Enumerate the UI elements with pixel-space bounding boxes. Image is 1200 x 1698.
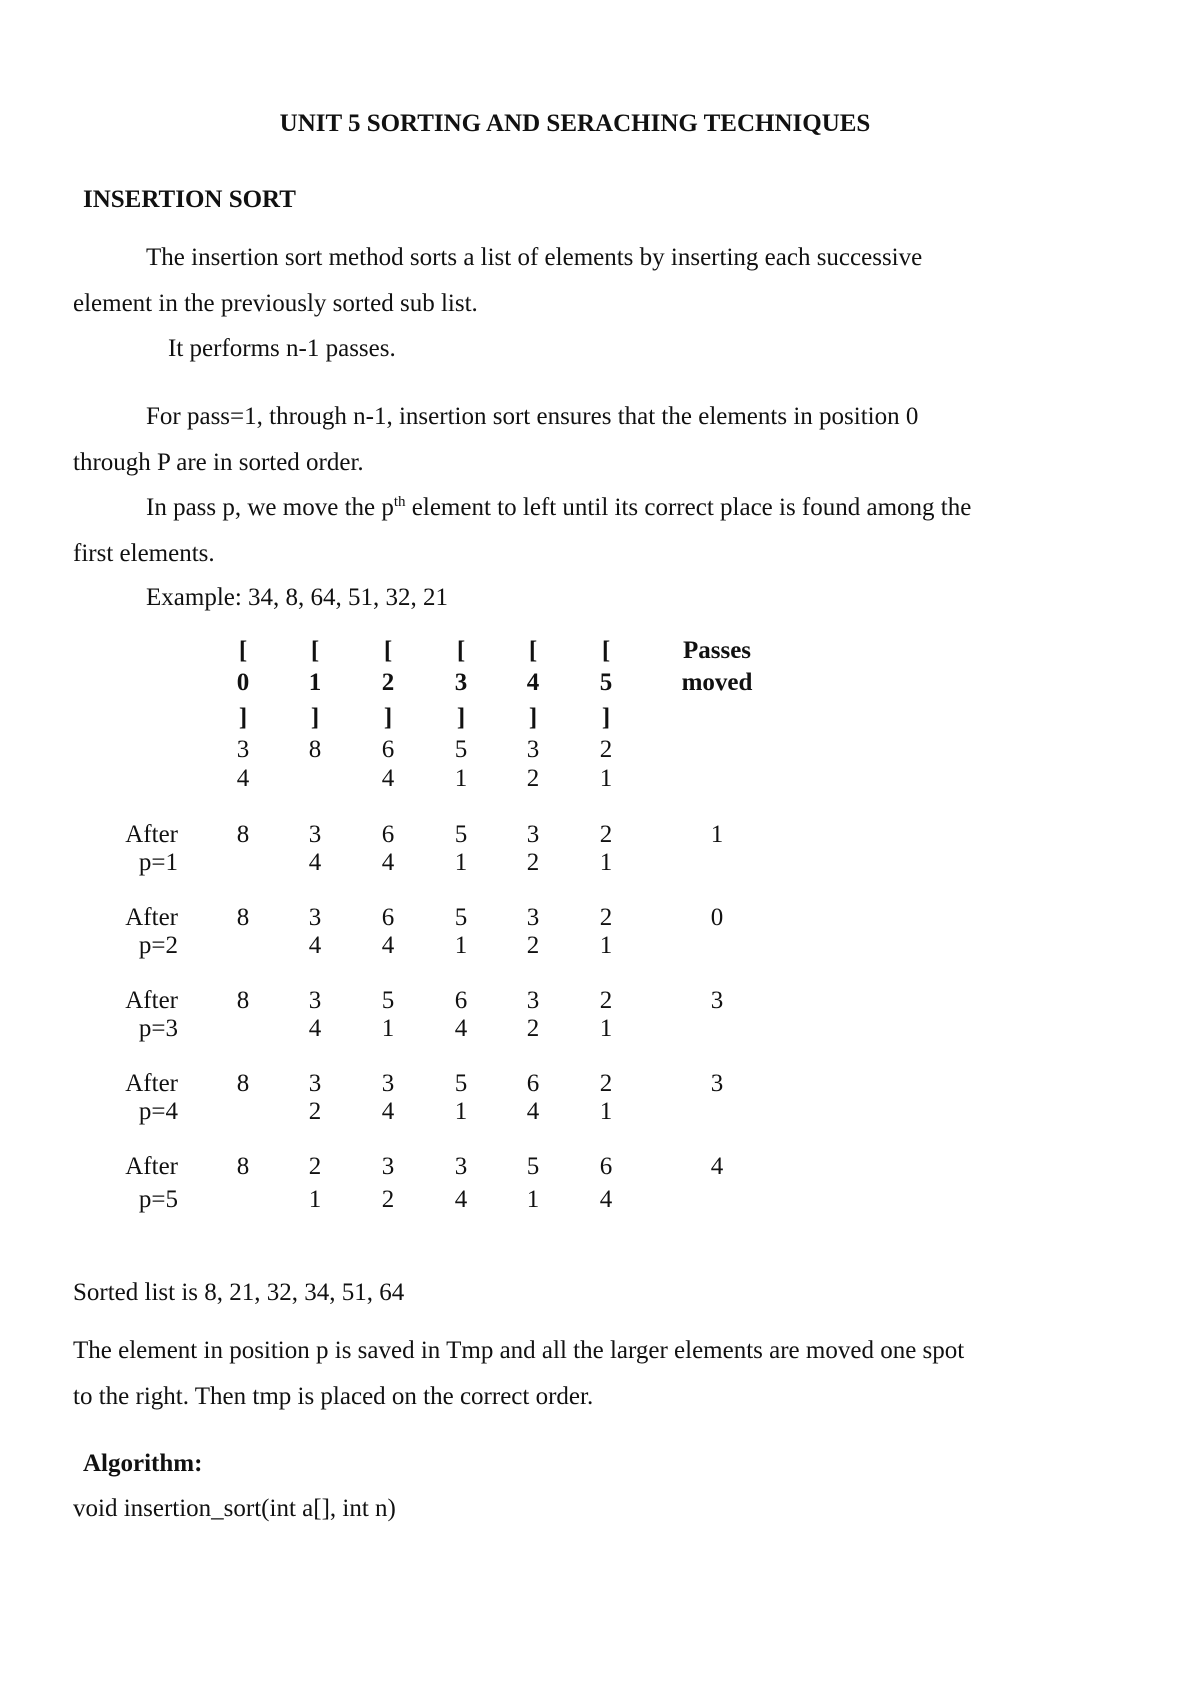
code-signature: void insertion_sort(int a[], int n) [73, 1495, 396, 1522]
index-header-cell: ] [383, 704, 393, 731]
table-cell: 1 [454, 932, 468, 959]
table-cell: 4 [308, 849, 322, 876]
row-label: p=3 [138, 1015, 178, 1042]
table-cell: 2 [599, 987, 613, 1014]
passes-note: It performs n-1 passes. [168, 335, 396, 362]
table-cell: 1 [599, 932, 613, 959]
index-header-cell: [ [383, 637, 393, 664]
index-header-cell: ] [456, 704, 466, 731]
algorithm-heading: Algorithm: [83, 1450, 203, 1477]
row-label: p=1 [138, 849, 178, 876]
table-cell: 6 [599, 1153, 613, 1180]
table-cell: 1 [381, 1015, 395, 1042]
table-cell: 3 [381, 1070, 395, 1097]
table-cell: 3 [454, 1153, 468, 1180]
index-header-cell: 0 [236, 669, 250, 696]
initial-cell: 8 [308, 736, 322, 763]
table-cell: 1 [454, 849, 468, 876]
table-cell: 2 [599, 821, 613, 848]
table-cell: 5 [454, 904, 468, 931]
index-header-cell: ] [528, 704, 538, 731]
table-cell: 2 [381, 1186, 395, 1213]
table-cell: 2 [526, 849, 540, 876]
table-cell: 4 [454, 1186, 468, 1213]
table-cell: 5 [381, 987, 395, 1014]
table-cell: 4 [381, 1098, 395, 1125]
row-label: After [125, 821, 178, 848]
row-label: p=5 [138, 1186, 178, 1213]
table-cell: 2 [526, 1015, 540, 1042]
inpass-text-after: element to left until its correct place is found among the [405, 494, 972, 521]
intro-line-2: element in the previously sorted sub list. [73, 290, 478, 317]
pass-line-2: through P are in sorted order. [73, 449, 364, 476]
table-cell: 3 [526, 904, 540, 931]
table-cell: 2 [308, 1153, 322, 1180]
passes-moved-value: 1 [710, 821, 724, 848]
tmp-line-1: The element in position p is saved in Tmp and all the larger elements are moved one spot [73, 1337, 965, 1364]
initial-cell: 1 [454, 765, 468, 792]
table-cell: 4 [454, 1015, 468, 1042]
inpass-line-2: first elements. [73, 540, 215, 567]
table-cell: 8 [236, 1070, 250, 1097]
index-header-cell: 4 [526, 669, 540, 696]
table-cell: 2 [599, 904, 613, 931]
table-cell: 1 [454, 1098, 468, 1125]
table-cell: 4 [308, 1015, 322, 1042]
inpass-text-before: In pass p, we move the p [146, 494, 394, 521]
passes-header: moved [681, 669, 753, 696]
table-cell: 5 [454, 821, 468, 848]
index-header-cell: [ [528, 637, 538, 664]
row-label: p=4 [138, 1098, 178, 1125]
passes-moved-value: 3 [710, 1070, 724, 1097]
row-label: After [125, 904, 178, 931]
table-cell: 3 [526, 821, 540, 848]
initial-cell: 5 [454, 736, 468, 763]
table-cell: 1 [599, 849, 613, 876]
initial-cell: 2 [599, 736, 613, 763]
table-cell: 4 [526, 1098, 540, 1125]
passes-moved-value: 0 [710, 904, 724, 931]
intro-line-1: The insertion sort method sorts a list of elements by inserting each successive [146, 244, 923, 271]
section-heading: INSERTION SORT [83, 186, 296, 213]
table-cell: 2 [599, 1070, 613, 1097]
example-line: Example: 34, 8, 64, 51, 32, 21 [146, 584, 449, 611]
initial-cell: 3 [236, 736, 250, 763]
initial-cell: 4 [381, 765, 395, 792]
table-cell: 6 [381, 821, 395, 848]
pass-line-1: For pass=1, through n-1, insertion sort ensures that the elements in position 0 [146, 403, 919, 430]
row-label: After [125, 1070, 178, 1097]
table-cell: 4 [599, 1186, 613, 1213]
passes-header: Passes [682, 637, 752, 664]
initial-cell: 1 [599, 765, 613, 792]
passes-moved-value: 3 [710, 987, 724, 1014]
inpass-superscript: th [393, 494, 406, 510]
table-cell: 1 [599, 1015, 613, 1042]
index-header-cell: ] [601, 704, 611, 731]
table-cell: 5 [454, 1070, 468, 1097]
sorted-list-line: Sorted list is 8, 21, 32, 34, 51, 64 [73, 1279, 405, 1306]
table-cell: 3 [526, 987, 540, 1014]
table-cell: 6 [381, 904, 395, 931]
table-cell: 4 [308, 932, 322, 959]
table-cell: 2 [526, 932, 540, 959]
row-label: After [125, 987, 178, 1014]
initial-cell: 2 [526, 765, 540, 792]
initial-cell: 3 [526, 736, 540, 763]
table-cell: 6 [526, 1070, 540, 1097]
index-header-cell: [ [456, 637, 466, 664]
row-label: p=2 [138, 932, 178, 959]
index-header-cell: 3 [454, 669, 468, 696]
index-header-cell: ] [310, 704, 320, 731]
index-header-cell: [ [238, 637, 248, 664]
index-header-cell: [ [601, 637, 611, 664]
table-cell: 3 [381, 1153, 395, 1180]
row-label: After [125, 1153, 178, 1180]
page-title: UNIT 5 SORTING AND SERACHING TECHNIQUES [279, 110, 871, 137]
initial-cell: 6 [381, 736, 395, 763]
index-header-cell: 5 [599, 669, 613, 696]
table-cell: 3 [308, 987, 322, 1014]
table-cell: 3 [308, 821, 322, 848]
index-header-cell: 1 [308, 669, 322, 696]
initial-cell: 4 [236, 765, 250, 792]
tmp-line-2: to the right. Then tmp is placed on the correct order. [73, 1383, 594, 1410]
table-cell: 8 [236, 821, 250, 848]
table-cell: 8 [236, 1153, 250, 1180]
index-header-cell: ] [238, 704, 248, 731]
table-cell: 3 [308, 1070, 322, 1097]
table-cell: 6 [454, 987, 468, 1014]
table-cell: 4 [381, 849, 395, 876]
index-header-cell: 2 [381, 669, 395, 696]
table-cell: 8 [236, 987, 250, 1014]
inpass-line-1 [146, 494, 971, 522]
table-cell: 5 [526, 1153, 540, 1180]
table-cell: 1 [308, 1186, 322, 1213]
table-cell: 4 [381, 932, 395, 959]
table-cell: 1 [526, 1186, 540, 1213]
table-cell: 3 [308, 904, 322, 931]
table-cell: 1 [599, 1098, 613, 1125]
index-header-cell: [ [310, 637, 320, 664]
table-cell: 2 [308, 1098, 322, 1125]
table-cell: 8 [236, 904, 250, 931]
passes-moved-value: 4 [710, 1153, 724, 1180]
